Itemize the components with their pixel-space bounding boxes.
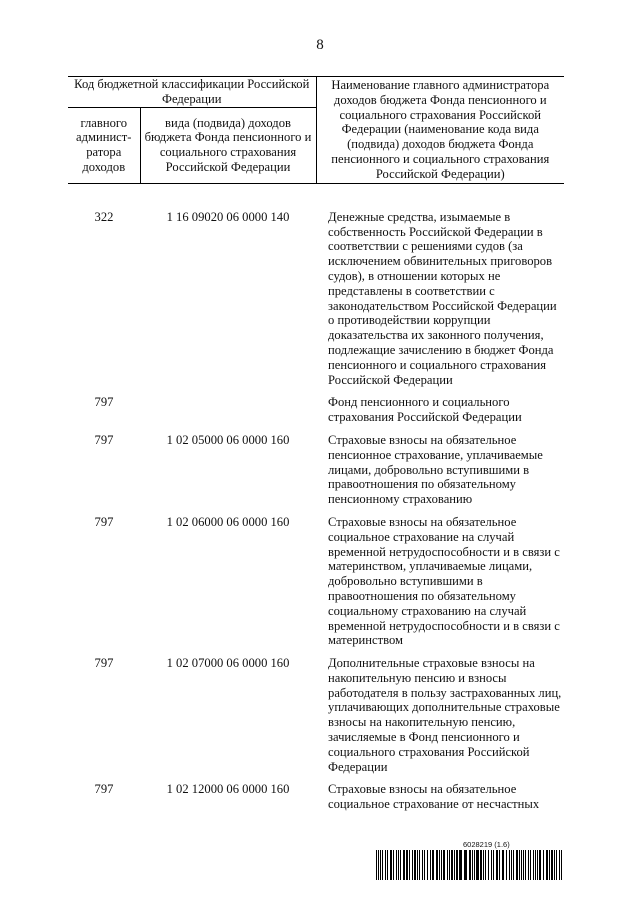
- cell-revenue-name: Дополнительные страховые взносы на накопительную пенсию и взносы работодателя в пользу застрахованных лиц, уплачивающих дополнительные страховые взносы на накопительную пенсию, зачисляемые в Фонд пенсионного и социального страхования Российской Федерации: [328, 656, 562, 774]
- cell-revenue-code: 1 02 07000 06 0000 160: [166, 656, 290, 671]
- table-row: [68, 515, 564, 656]
- cell-admin-code: 322: [94, 209, 114, 224]
- budget-classification-table: [68, 76, 564, 820]
- barcode-icon: [376, 850, 566, 880]
- table-row: [68, 656, 564, 782]
- table-header: [68, 77, 564, 184]
- header-main-administrator: главного админист-ратора доходов: [68, 107, 140, 183]
- header-classification-code: Код бюджетной классификации Российской Федерации: [68, 77, 316, 108]
- cell-revenue-code: 1 02 12000 06 0000 160: [166, 782, 290, 797]
- cell-revenue-code: [140, 395, 316, 433]
- table-row: [68, 210, 564, 396]
- cell-revenue-name: Страховые взносы на обязательное социальное страхование от несчастных: [328, 782, 540, 812]
- table-row: [68, 395, 564, 433]
- cell-admin-code: 797: [94, 432, 114, 447]
- table-row: [68, 782, 564, 820]
- cell-revenue-name: Фонд пенсионного и социального страхования Российской Федерации: [328, 395, 522, 425]
- cell-admin-code: 797: [94, 656, 114, 671]
- header-administrator-name: Наименование главного администратора доходов бюджета Фонда пенсионного и социального страхования Российской Федерации (наименование кода вида (подвида) доходов бюджета Фонда пенсионного и социального страхования Российской Федерации): [316, 77, 564, 184]
- page-number: 8: [316, 37, 324, 53]
- table-body: [68, 183, 564, 820]
- table-row: [68, 433, 564, 515]
- cell-revenue-code: 1 02 05000 06 0000 160: [166, 432, 290, 447]
- cell-revenue-name: Страховые взносы на обязательное социальное страхование на случай временной нетрудоспособности и в связи с материнством, уплачиваемые лицами, добровольно вступившими в правоотношения по обязательному социальному страхованию на случай временной нетрудоспособности и в связи с материнством: [328, 514, 560, 648]
- cell-revenue-code: 1 02 06000 06 0000 160: [166, 514, 290, 529]
- barcode-label: 6028219 (1.6): [463, 840, 510, 849]
- cell-admin-code: 797: [94, 782, 114, 797]
- cell-revenue-name: Страховые взносы на обязательное пенсионное страхование, уплачиваемые лицами, добровольно вступившими в правоотношения по обязательному пенсионному страхованию: [328, 432, 543, 507]
- header-revenue-type: вида (подвида) доходов бюджета Фонда пенсионного и социального страхования Российской Федерации: [140, 107, 316, 183]
- cell-admin-code: 797: [94, 395, 114, 410]
- cell-admin-code: 797: [94, 514, 114, 529]
- cell-revenue-code: 1 16 09020 06 0000 140: [166, 209, 290, 224]
- cell-revenue-name: Денежные средства, изымаемые в собственность Российской Федерации в соответствии с решениями судов (за исключением обвинительных приговоров судов), в отношении которых не представлены в соответствии с законодательством Российской Федерации о противодействии коррупции доказательства их законного получения, подлежащие зачислению в бюджет Фонда пенсионного и социального страхования Российской Федерации: [328, 209, 557, 387]
- header-spacer: [68, 183, 564, 210]
